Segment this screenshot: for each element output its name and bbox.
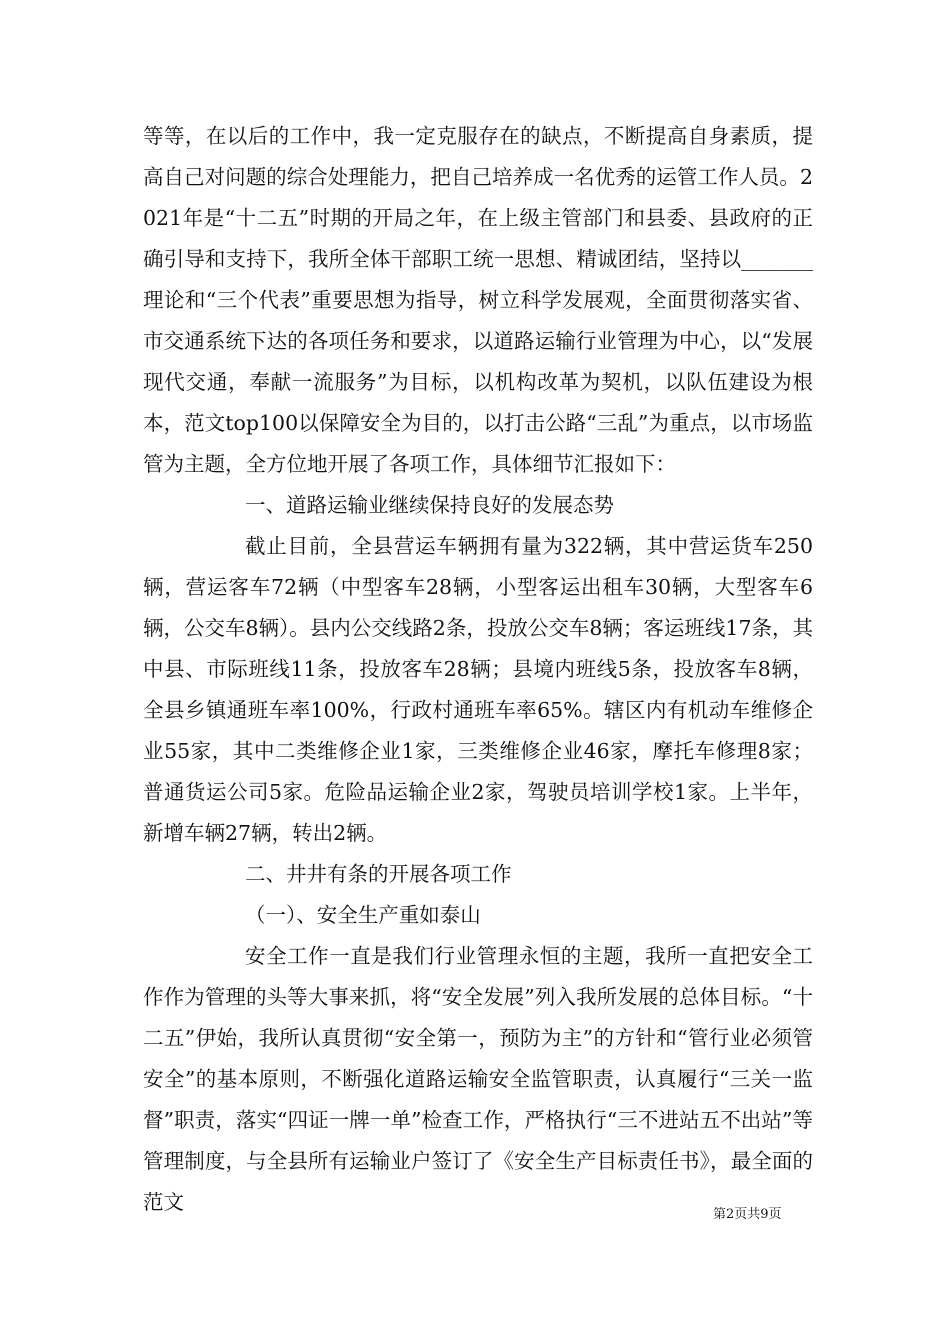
document-body [143, 116, 813, 1223]
paragraph-intro: 等等，在以后的工作中，我一定克服存在的缺点，不断提高自身素质，提高自己对问题的综合处理能力，把自己培养成一名优秀的运管工作人员。2021年是“十二五”时期的开局之年，在上级主管部门和县委、县政府的正确引导和支持下，我所全体干部职工统一思想、精诚团结，坚持以_______理论和“三个代表”重要思想为指导，树立科学发展观，全面贯彻落实省、市交通系统下达的各项任务和要求，以道路运输行业管理为中心，以“发展现代交通，奉献一流服务”为目标，以机构改革为契机，以队伍建设为根本，范文top100以保障安全为目的，以打击公路“三乱”为重点，以市场监管为主题，全方位地开展了各项工作，具体细节汇报如下： [143, 124, 813, 476]
paragraph-stats: 截止目前，全县营运车辆拥有量为322辆，其中营运货车250辆，营运客车72辆（中型客车28辆，小型客运出租车30辆，大型客车6辆，公交车8辆）。县内公交线路2条，投放公交车8辆；客运班线17条，其中县、市际班线11条，投放客车28辆；县境内班线5条，投放客车8辆，全县乡镇通班车率100%，行政村通班车率65%。辖区内有机动车维修企业55家，其中二类维修企业1家，三类维修企业46家，摩托车修理8家；普通货运公司5家。危险品运输企业2家，驾驶员培训学校1家。上半年，新增车辆27辆，转出2辆。 [143, 534, 813, 845]
page-number: 第2页共9页 [713, 1207, 782, 1222]
section-heading-1: 一、道路运输业继续保持良好的发展态势 [245, 493, 614, 517]
section-heading-2: 二、井井有条的开展各项工作 [245, 862, 512, 886]
paragraph-safety: 安全工作一直是我们行业管理永恒的主题，我所一直把安全工作作为管理的头等大事来抓，将“安全发展”列入我所发展的总体目标。“十二五”伊始，我所认真贯彻“安全第一，预防为主”的方针和“管行业必须管安全”的基本原则，不断强化道路运输安全监管职责，认真履行“三关一监督”职责，落实“四证一牌一单”检查工作，严格执行“三不进站五不出站”等管理制度，与全县所有运输业户签订了《安全生产目标责任书》，最全面的范文 [143, 944, 813, 1214]
subsection-heading-2-1: （一）、安全生产重如泰山 [245, 903, 481, 927]
